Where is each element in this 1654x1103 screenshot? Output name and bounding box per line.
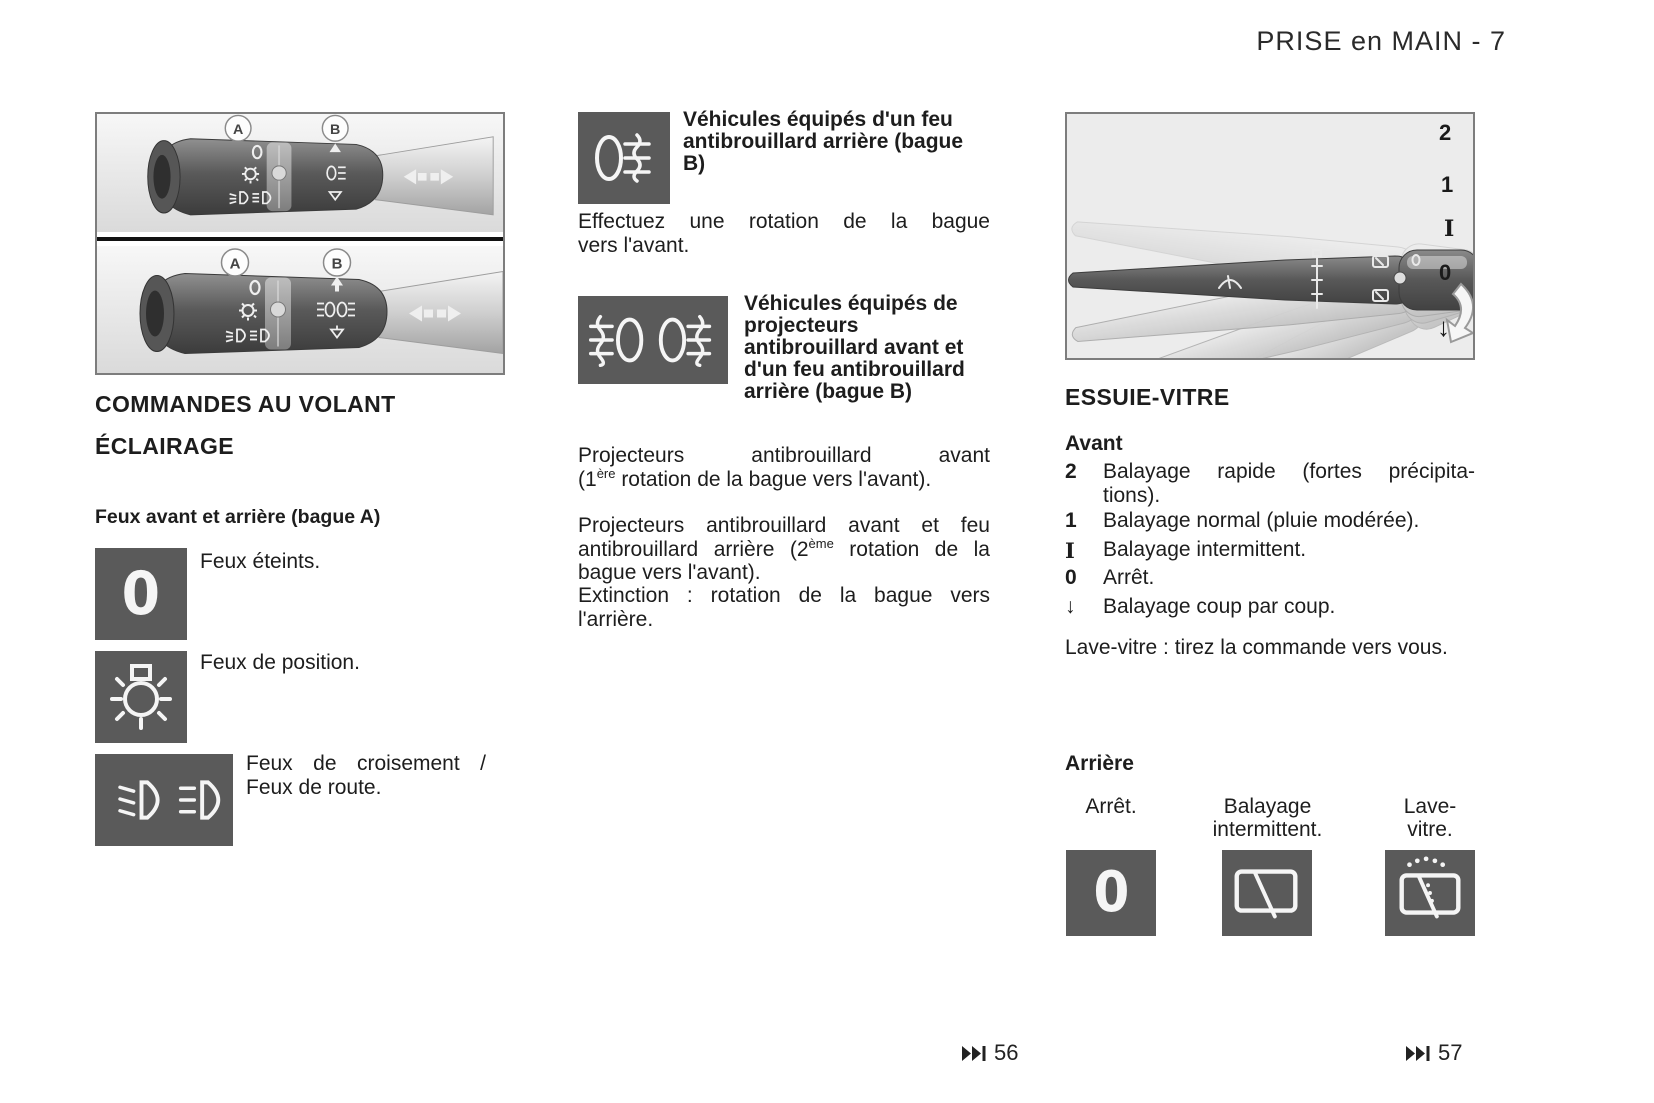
wiper-position-label-0: 0 [1439, 260, 1452, 285]
wiper-list-item-normal: 1 Balayage normal (pluie modérée). [1065, 509, 1420, 532]
rear-wiper-glyph [1223, 852, 1311, 934]
beam-glyphs [96, 755, 232, 845]
next-page-icon [1406, 1046, 1430, 1061]
low-beam-high-beam-icon [95, 754, 233, 846]
page-number: 57 [1438, 1040, 1463, 1065]
label-rear-arret: Arrêt. [1085, 795, 1137, 818]
rear-wiper-off-icon [1066, 850, 1156, 936]
lighting-stalk-image-bottom [97, 246, 503, 373]
paragraph-extinction: Extinction : rotation de la bague vers l'arrière. [578, 584, 990, 631]
heading-arriere: Arrière [1065, 752, 1134, 775]
wiper-position-label-1: 1 [1441, 172, 1454, 197]
figure-divider [97, 232, 503, 246]
heading-fog-front-rear: Véhicules équipés de projecteurs antibrouillard avant et d'un feu antibrouillard arrière (bague B) [744, 292, 965, 403]
section-title-commandes: COMMANDES AU VOLANT [95, 391, 396, 417]
label-feux-croisement-route: Feux de croisement / Feux de route. [246, 752, 486, 799]
wiper-list-item-off: 0 Arrêt. [1065, 566, 1155, 589]
rear-fog-light-icon [578, 112, 670, 204]
page-number: 56 [994, 1040, 1019, 1065]
wiper-list-item-fast: 2 Balayage rapide (fortes précipita- tions). [1065, 460, 1475, 507]
page-title: PRISE en MAIN - 7 [1256, 26, 1506, 56]
label-rear-balayage-intermittent: Balayage intermittent. [1212, 795, 1323, 841]
rear-wiper-intermittent-icon [1222, 850, 1312, 936]
next-page-icon [962, 1046, 986, 1061]
paragraph-rotation-avant: Effectuez une rotation de la bague vers l'avant. [578, 210, 990, 257]
zero-glyph: 0 [121, 559, 161, 629]
section-title-essuie-vitre: ESSUIE-VITRE [1065, 384, 1230, 410]
wiper-position-label-2: 2 [1439, 120, 1452, 145]
paragraph-fog-front-rear: Projecteurs antibrouillard avant et feu antibrouillard arrière (2ème rotation de la bague vers l'avant). [578, 514, 990, 584]
ring-a-label: A [229, 255, 241, 273]
wiper-position-label-i: I [1444, 216, 1455, 242]
position-lights-glyph [96, 652, 186, 742]
front-and-rear-fog-lights-icon [578, 296, 728, 384]
rear-fog-glyph [579, 113, 669, 203]
label-feux-eteints: Feux éteints. [200, 550, 321, 573]
paragraph-lave-vitre: Lave-vitre : tirez la commande vers vous. [1065, 636, 1448, 659]
wiper-position-label-pull: ↓ [1437, 312, 1450, 342]
lighting-stalk-illustration-1 [97, 114, 503, 232]
section-title-eclairage: ÉCLAIRAGE [95, 433, 235, 459]
position-lights-icon [95, 651, 187, 743]
wiper-list-item-intermittent: I Balayage intermittent. [1065, 538, 1307, 563]
ring-a-label: A [232, 121, 244, 138]
label-rear-lave-vitre: Lave-vitre. [1403, 795, 1457, 841]
rear-wash-wipe-glyph [1386, 852, 1474, 934]
zero-glyph: 0 [1093, 860, 1129, 925]
lighting-stalk-image-top [97, 114, 503, 232]
wiper-stalk-illustration [1067, 114, 1473, 358]
wiper-stalk-figure [1065, 112, 1475, 360]
lighting-stalk-illustration-2 [97, 246, 503, 373]
label-feux-position: Feux de position. [200, 651, 360, 674]
front-rear-fog-glyphs [579, 297, 727, 383]
page-marker-57 [1406, 1040, 1462, 1066]
heading-feux-avant-arriere: Feux avant et arrière (bague A) [95, 506, 381, 528]
lighting-stalk-figure [95, 112, 505, 375]
lights-off-icon [95, 548, 187, 640]
wiper-list-item-single-wipe: ↓ Balayage coup par coup. [1065, 595, 1336, 618]
ring-b-label: B [330, 121, 341, 138]
paragraph-fog-front: Projecteurs antibrouillard avant (1ère rotation de la bague vers l'avant). [578, 444, 990, 491]
ring-b-label: B [331, 255, 343, 273]
heading-fog-rear: Véhicules équipés d'un feu antibrouillard arrière (bague B) [683, 108, 964, 175]
heading-avant: Avant [1065, 432, 1123, 455]
page-marker-56 [962, 1040, 1018, 1066]
rear-wash-wipe-icon [1385, 850, 1475, 936]
